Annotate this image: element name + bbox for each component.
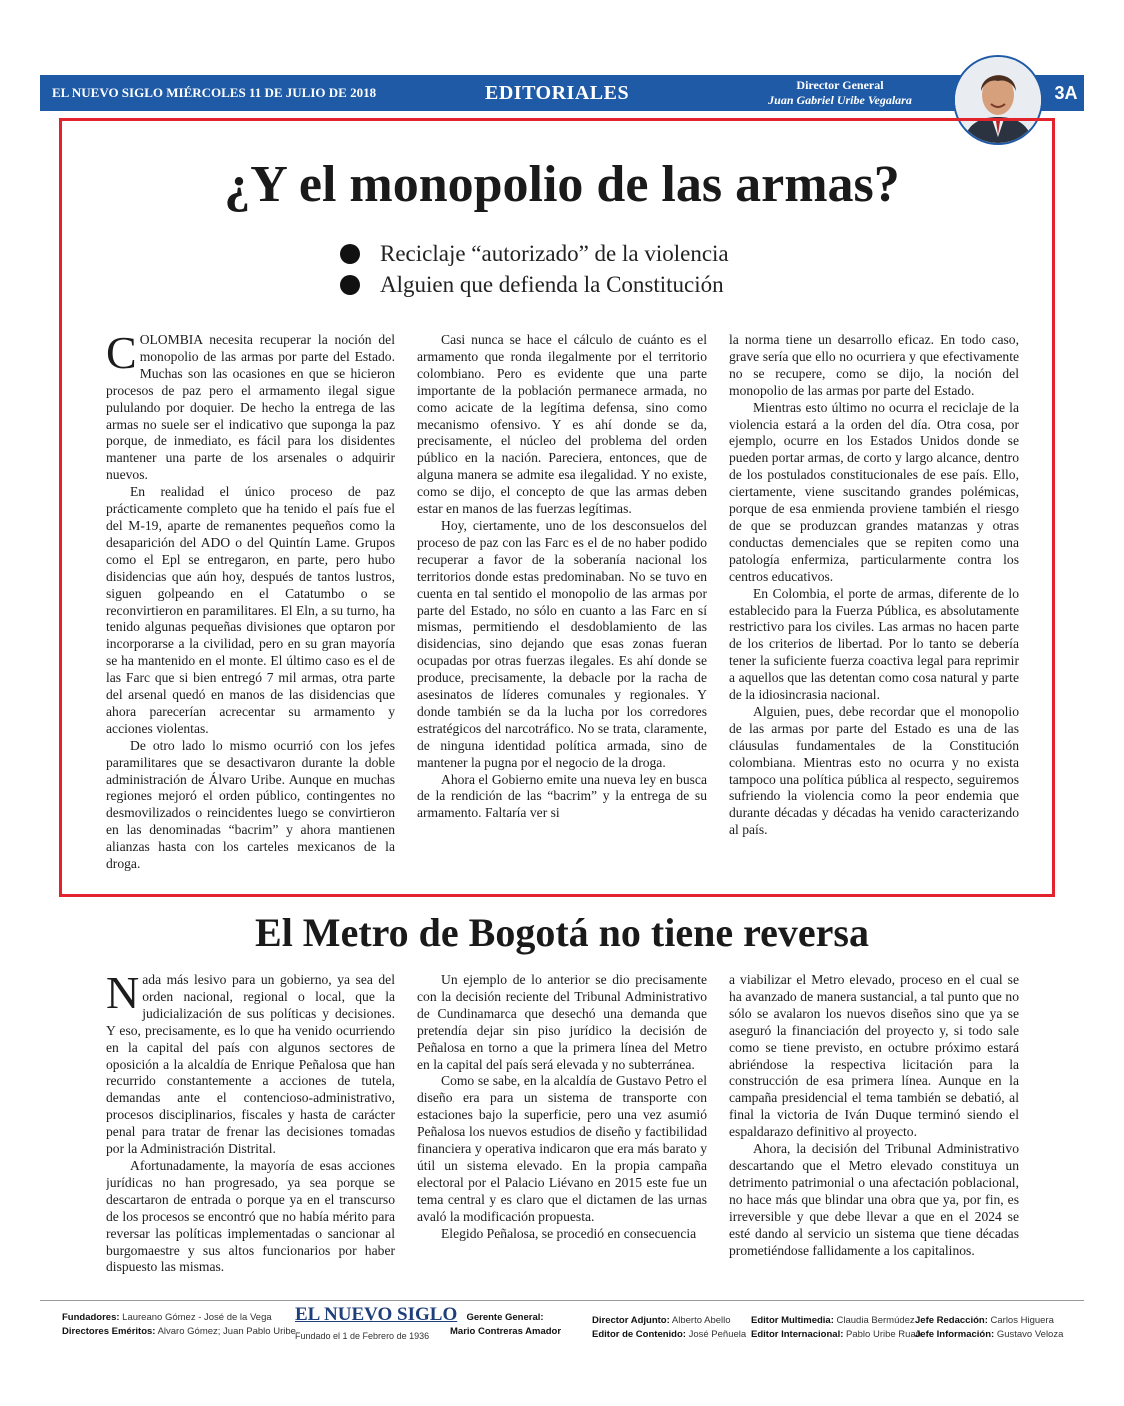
article2-column-3 <box>729 972 1019 1277</box>
paragraph: a viabilizar el Metro elevado, proceso en el cual se ha avanzado de manera sustancial, a tal punto que no sólo se avalaron los nuevos diseños sino que ya se aseguró la financiación del proyecto y, si todo sale como se tiene previsto, en octubre próximo estará abriéndose la respectiva licitación para la construcción de esa primera línea. Aunque en la campaña presidencial el tema también se debatió, al final la victoria de Iván Duque terminó siendo el espaldarazo definitivo al proyecto. <box>729 972 1019 1140</box>
paragraph: la norma tiene un desarrollo eficaz. En todo caso, grave sería que ello no ocurriera y que efectivamente no se recupere, como se dijo, la noción del monopolio de las armas por parte del Estado. <box>729 332 1019 398</box>
article-column-3 <box>729 332 1019 882</box>
drop-cap: C <box>106 332 137 378</box>
bullet-icon <box>340 275 360 295</box>
emeritus-label: Directores Eméritos: <box>62 1326 156 1337</box>
founders-names: Laureano Gómez - José de la Vega <box>122 1312 272 1323</box>
article-column-1 <box>106 332 395 882</box>
masthead-logo: EL NUEVO SIGLO <box>295 1304 458 1325</box>
page-number: 3A <box>1054 83 1078 103</box>
paragraph: Afortunadamente, la mayoría de esas acciones jurídicas no han progresado, ya sea porque se descartaron de entrada o porque ya en el transcurso de los procesos se encontró que no había mérito para reversar las políticas implementadas o sancionar al burgomaestre y sus altos funcionarios por haber dispuesto las mismas. <box>106 1157 395 1275</box>
subheadline-item <box>340 269 860 300</box>
info-label: Jefe Información: <box>915 1329 995 1340</box>
footer-divider <box>40 1300 1084 1301</box>
content-name: José Peñuela <box>688 1329 747 1340</box>
subheadline-item <box>340 238 860 269</box>
info-name: Gustavo Veloza <box>996 1329 1064 1340</box>
subheadline-text: Reciclaje “autorizado” de la violencia <box>380 240 729 266</box>
director-name: Juan Gabriel Uribe Vegalara <box>768 93 912 107</box>
manager-name: Mario Contreras Amador <box>450 1326 562 1337</box>
paragraph-text: ada más lesivo para un gobierno, ya sea del orden nacional, regional o local, que la judicialización de sus políticas y decisiones. Y eso, precisamente, es lo que ha venido ocurriendo en la capital del país con algunos sectores de oposición a la alcaldía de Enrique Peñalosa que han recurrido constantemente a acciones de tutela, demandas ante el contencioso-administrativo, procesos disciplinarios, fiscales y hasta de carácter penal para tratar de frenar las decisiones tomadas por la Administración Distrital. <box>106 972 395 1157</box>
paragraph: Ahora el Gobierno emite una nueva ley en busca de la rendición de las “bacrim” y la entrega de su armamento. Faltaría ver si <box>417 771 707 821</box>
editorial-title: ¿Y el monopolio de las armas? <box>224 156 900 213</box>
editorial-title-2: El Metro de Bogotá no tiene reversa <box>255 910 869 955</box>
paragraph: Ahora, la decisión del Tribunal Administrativo descartando que el Metro elevado constituya un detrimento patrimonial o una afectación poblacional, no hace más que blindar una obra que ya, por fin, es irreversible y que debe llevar a que en el 2024 se esté dando al servicio un sistema que tiene décadas prometiéndose fallidamente a los capitalinos. <box>729 1141 1019 1258</box>
subheadline-list <box>340 238 860 300</box>
intl-label: Editor Internacional: <box>751 1329 844 1340</box>
footer-editors-2 <box>751 1314 921 1342</box>
director-credit <box>740 78 940 108</box>
paragraph: Elegido Peñalosa, se procedió en consecuencia <box>441 1225 697 1241</box>
paragraph <box>106 332 395 484</box>
emeritus-names: Alvaro Gómez; Juan Pablo Uribe <box>157 1326 296 1337</box>
deputy-name: Alberto Abello <box>671 1315 731 1326</box>
paragraph: Como se sabe, en la alcaldía de Gustavo Petro el diseño era para un sistema de transporte con estaciones bajo la superficie, pero una vez asumió Peñalosa los nuevos estudios de diseño y factibilidad financiera y operativa indicaron que era más barato y útil un sistema elevado. En la propia campaña electoral por el Palacio Liévano en 2015 este fue un tema central y es claro que el dictamen de las urnas avaló la modificación propuesta. <box>417 1073 707 1224</box>
paragraph: Alguien, pues, debe recordar que el monopolio de las armas por parte del Estado es una de las cláusulas fundamentales de la Constitución colombiana. Mientras esto no ocurra y no exista tampoco una política pública al respecto, seguiremos sufriendo la violencia como la peor endemia que durante décadas y décadas ha venido caracterizando al país. <box>729 703 1019 838</box>
director-title: Director General <box>796 78 884 92</box>
paragraph: En Colombia, el porte de armas, diferente de lo establecido para la Fuerza Pública, es absolutamente restrictivo para los civiles. Las armas no hacen parte de los criterios de libertad. Por lo tanto se debería tener la suficiente fuerza coactiva legal para reprimir a aquellos que las detentan como cosa natural y parte de la idiosincrasia nacional. <box>729 585 1019 703</box>
header-date: EL NUEVO SIGLO MIÉRCOLES 11 DE JULIO DE 2018 <box>52 85 377 100</box>
paragraph: Un ejemplo de lo anterior se dio precisamente con la decisión reciente del Tribunal Administrativo de Cundinamarca que desechó una demanda que pretendía dejar sin piso jurídico la decisión de Peñalosa en torno a que la primera línea del Metro en la capital del país será elevada y no subterránea. <box>417 972 707 1072</box>
newsroom-label: Jefe Redacción: <box>915 1315 988 1326</box>
article2-column-2 <box>417 972 707 1277</box>
paragraph: De otro lado lo mismo ocurrió con los jefes paramilitares que se desactivaron durante la doble administración de Álvaro Uribe. Aunque en muchas regiones mejoró el orden público, contingentes no desmovilizados o reincidentes luego se convirtieron en las denominadas “bacrim” y ahora mantienen alianzas hasta con los carteles mexicanos de la droga. <box>106 737 395 872</box>
footer-editors-3 <box>915 1314 1063 1342</box>
manager-label: Gerente General: <box>466 1312 544 1323</box>
deputy-label: Director Adjunto: <box>592 1315 670 1326</box>
header-bar <box>40 75 1084 111</box>
bullet-icon <box>340 244 360 264</box>
multimedia-name: Claudia Bermúdez <box>836 1315 915 1326</box>
article-column-2 <box>417 332 707 882</box>
footer-founders <box>62 1311 296 1339</box>
section-title: EDITORIALES <box>485 82 630 104</box>
paragraph: Hoy, ciertamente, uno de los desconsuelos del proceso de paz con las Farc es el de no haber podido recuperar a favor de la soberanía nacional los territorios donde estas predominaban. No se tuvo en cuenta en tal sentido el monopolio de las armas por parte del Estado, no sólo en cuanto a las Farc en sí mismas, permitiendo el desdoblamiento de las disidencias, sino dejando que esas zonas fueran ocupadas por otras fuerzas ilegales. Es ahí donde se produce, precisamente, la debacle por la racha de asesinatos de líderes comunales y regionales. Y donde también se da la lucha por los corredores estratégicos del narcotráfico. No se trata, claramente, de ninguna identidad política armada, sino de mantener la pugna por el negocio de la droga. <box>417 517 707 770</box>
founded-date: Fundado el 1 de Febrero de 1936 <box>295 1331 430 1341</box>
newsroom-name: Carlos Higuera <box>990 1315 1054 1326</box>
multimedia-label: Editor Multimedia: <box>751 1315 834 1326</box>
content-label: Editor de Contenido: <box>592 1329 686 1340</box>
paragraph: Casi nunca se hace el cálculo de cuánto es el armamento que ronda ilegalmente por el territorio colombiano. Pero es evidente que una parte importante de la población permanece armada, no como acicate de la legítima defensa, sino como mecanismo ofensivo. Y es ahí donde se da, precisamente, el núcleo del problema del orden público en la nación. Pareciera, entonces, que de alguna manera se admite esa ilegalidad. Y no existe, como se dijo, el concepto de que las armas deben estar en manos de las fuerzas legítimas. <box>417 332 707 517</box>
intl-name: Pablo Uribe Ruan <box>846 1329 922 1340</box>
footer-editors-1 <box>592 1314 746 1342</box>
paragraph: En realidad el único proceso de paz prácticamente completo que ha tenido el país fue el del M-19, aparte de remanentes pequeños como la desaparición del ADO o del Quintín Lame. Grupos como el Epl se entregaron, en parte, pero hubo disidencias que aún hoy, después de tantos lustros, siguen golpeando en el Catatumbo o se reconvirtieron en paramilitares. El Eln, a su turno, ha tenido algunas pequeñas divisiones que optaron por incorporarse a la civilidad, pero en su gran mayoría se ha mantenido en el monte. El último caso es el de las Farc que si bien entregó 7 mil armas, otra parte del arsenal quedó en manos de las disidencias que ahora parecerían acrecentar su armamento y acciones violentas. <box>106 484 395 736</box>
subheadline-text: Alguien que defienda la Constitución <box>380 271 724 297</box>
footer-manager <box>450 1311 560 1339</box>
article2-column-1 <box>106 972 395 1277</box>
paragraph-text: OLOMBIA necesita recuperar la noción del monopolio de las armas por parte del Estado. Muchas son las ocasiones en que se hicieron procesos de paz pero el armamento ilegal sigue pululando por doquier. De hecho la entrega de las armas no suele ser el indicativo que suponga la paz porque, de inmediato, es fácil para los disidentes mantener una parte de los arsenales o adquirir nuevos. <box>106 332 395 483</box>
founders-label: Fundadores: <box>62 1312 120 1323</box>
drop-cap: N <box>106 972 140 1018</box>
paragraph: Mientras esto último no ocurra el reciclaje de la violencia estará a la orden del día. Otra cosa, por ejemplo, ocurre en los Estados Unidos donde se pueden portar armas, de corto y largo alcance, dentro de los postulados constitucionales de ese país. Ello, ciertamente, viene suscitando grandes polémicas, porque de esa enmienda proviene también el riesgo de que se produzcan grandes matanzas y otras conductas demenciales que se repiten como una patología enfermiza, particularmente contra los centros educativos. <box>729 399 1019 584</box>
paragraph <box>106 972 395 1158</box>
